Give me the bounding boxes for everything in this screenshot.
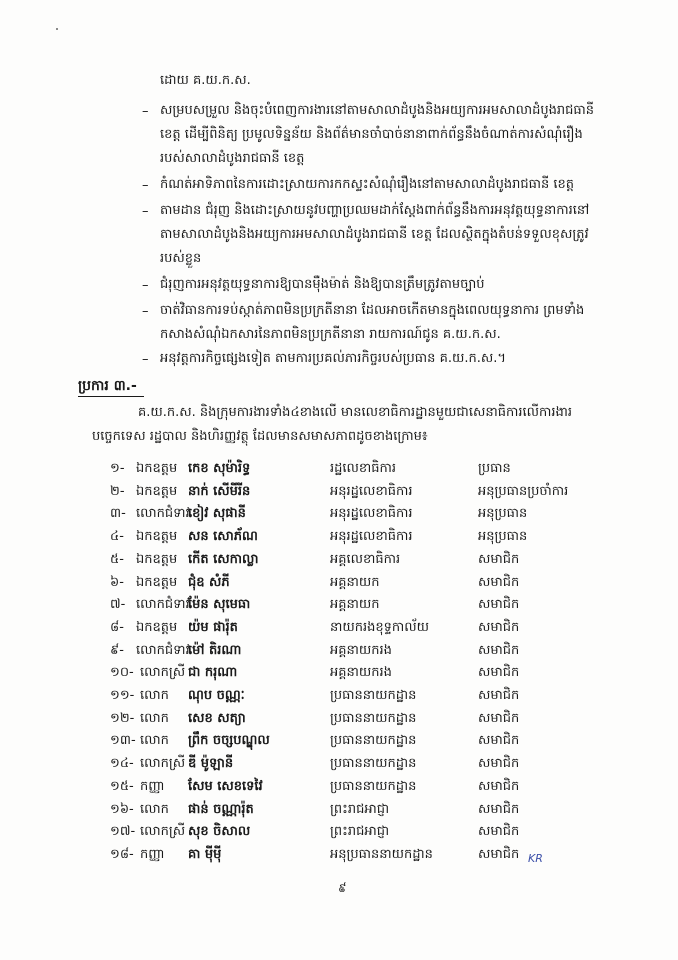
paragraph-line: កសាងសំណុំឯកសារនៃភាពមិនប្រក្រតីនានា រាយការណ៍ជូន គ.យ.ក.ស. xyxy=(160,327,501,342)
member-role: ប្រធាន xyxy=(478,461,511,476)
member-title: ឯកឧត្តម xyxy=(136,529,178,545)
member-row xyxy=(0,481,678,503)
member-name: នាក់ សើមីរីន xyxy=(188,483,251,499)
page-number: ៩ xyxy=(338,881,347,895)
member-title: ឯកឧត្តម xyxy=(136,574,178,590)
member-role: អនុប្រធាន xyxy=(478,529,528,545)
article-body-line: បច្ចេកទេស រដ្ឋបាល និងហិរញ្ញវត្ថុ ដែលមានសមាសភាពដូចខាងក្រោម៖ xyxy=(92,429,428,444)
member-position: អគ្គនាយករង xyxy=(330,665,392,681)
member-name: ម៉ែន សុមេធា xyxy=(188,597,251,613)
heading-underline xyxy=(78,396,144,397)
member-row xyxy=(0,549,678,571)
member-role: សមាជិក xyxy=(478,688,520,703)
member-position: អគ្គលេខាធិការ xyxy=(330,551,401,567)
member-position: អគ្គនាយក xyxy=(330,597,380,613)
member-number: ១០- xyxy=(110,665,134,681)
member-role: សមាជិក xyxy=(478,756,520,772)
member-title: លោកស្រី xyxy=(140,824,186,840)
member-position: អគ្គនាយក xyxy=(330,574,380,590)
member-position: នាយករងខុទ្ទកាល័យ xyxy=(330,619,430,635)
member-row xyxy=(0,753,678,775)
member-name: ម៉ៅ តិរណា xyxy=(188,642,242,658)
member-row xyxy=(0,458,678,480)
member-role: សមាជិក xyxy=(478,665,520,681)
member-title: ឯកឧត្តម xyxy=(136,461,178,476)
member-title: កញ្ញា xyxy=(140,846,165,862)
member-position: អនុប្រធាននាយកដ្ឋាន xyxy=(330,846,433,862)
member-number: ៦- xyxy=(110,574,124,590)
member-title: លោក xyxy=(140,688,169,703)
member-name: សន សោភ័ណ xyxy=(188,529,258,545)
bullet-dash: – xyxy=(142,204,149,219)
member-role: សមាជិក xyxy=(478,597,520,613)
member-title: ឯកឧត្តម xyxy=(136,551,178,567)
member-title: លោកស្រី xyxy=(140,756,186,772)
paragraph-line: ខេត្ត ដើម្បីពិនិត្យ ប្រមូលទិន្នន័យ និងព័ត៌មានចាំបាច់នានាពាក់ព័ន្ធនឹងចំណាត់ការសំណុំរឿង xyxy=(160,127,583,142)
member-role: សមាជិក xyxy=(478,846,520,862)
member-number: ៩- xyxy=(110,642,124,658)
bullet-dash: – xyxy=(142,104,149,119)
bullet-dash: – xyxy=(142,352,149,367)
paragraph-line: របស់សាលាដំបូងរាជធានី ខេត្ត xyxy=(160,151,305,166)
member-position: ប្រធាននាយកដ្ឋាន xyxy=(330,733,417,749)
member-name: យ៉ម ផារ៉ុត xyxy=(188,619,238,635)
member-row xyxy=(0,685,678,707)
paragraph-line: តាមសាលាដំបូងនិងអយ្យការអមសាលាដំបូងរាជធានី ខេត្ត ដែលស្ថិតក្នុងតំបន់ទទួលខុសត្រូវ xyxy=(160,227,589,242)
member-row xyxy=(0,640,678,662)
member-name: ព្រឹក ចច្សបណ្ឌុល xyxy=(188,733,270,749)
member-name: ផាន់ ចណ្ណារ៉ុត xyxy=(188,801,254,817)
member-name: កេខ សុម៉ារិទ្ធ xyxy=(188,461,251,476)
member-row xyxy=(0,821,678,843)
member-name: ជុំឧ សំភី xyxy=(188,574,230,590)
member-number: ១២- xyxy=(110,710,135,726)
member-role: អនុប្រធានប្រចាំការ xyxy=(478,483,569,499)
member-number: ១១- xyxy=(110,688,135,703)
member-row xyxy=(0,662,678,684)
member-name: គា ម៉ីម៉ី xyxy=(188,846,222,862)
member-name: ឌី ម៉ូឡានី xyxy=(188,756,234,772)
member-position: ប្រធាននាយកដ្ឋាន xyxy=(330,710,417,726)
member-title: លោក xyxy=(140,710,169,726)
member-row xyxy=(0,594,678,616)
article-body-line: គ.យ.ក.ស. និងក្រុមការងារទាំង៤ខាងលើ មានលេខាធិការដ្ឋានមួយជាសេនាធិការលើការងារ xyxy=(138,405,572,420)
member-title: កញ្ញា xyxy=(140,778,165,794)
member-row xyxy=(0,526,678,548)
member-position: ព្រះរាជអាជ្ញា xyxy=(330,801,390,817)
paragraph-line: ដោយ គ.យ.ក.ស. xyxy=(160,73,251,88)
member-role: សមាជិក xyxy=(478,619,520,635)
member-role: សមាជិក xyxy=(478,824,520,840)
handwritten-initials: KR xyxy=(528,852,543,865)
member-row xyxy=(0,799,678,821)
member-role: សមាជិក xyxy=(478,733,520,749)
member-role: សមាជិក xyxy=(478,710,520,726)
member-row xyxy=(0,708,678,730)
paragraph-line: ជំរុញការអនុវត្តយុទ្ធនាការឱ្យបានម៉ឺងម៉ាត់ និងឱ្យបានត្រឹមត្រូវតាមច្បាប់ xyxy=(160,277,485,292)
member-number: ១- xyxy=(110,461,125,476)
member-number: ១៦- xyxy=(110,801,134,817)
member-number: ៣- xyxy=(110,506,126,522)
member-name: ខៀវ សុផានី xyxy=(188,506,246,522)
member-position: ប្រធាននាយកដ្ឋាន xyxy=(330,756,417,772)
member-name: សុខ ចិសាល xyxy=(188,824,251,840)
member-number: ១៣- xyxy=(110,733,136,749)
bullet-dash: – xyxy=(142,304,149,319)
member-role: សមាជិក xyxy=(478,778,520,794)
member-number: ៥- xyxy=(110,551,124,567)
paragraph-line: សម្របសម្រួល និងចុះបំពេញការងារនៅតាមសាលាដំបូងនិងអយ្យការអមសាលាដំបូងរាជធានី xyxy=(160,103,595,118)
member-number: ៤- xyxy=(110,529,124,545)
member-name: សេខ សត្យា xyxy=(188,710,246,726)
member-number: ១៨- xyxy=(110,846,134,862)
member-title: ឯកឧត្តម xyxy=(136,619,178,635)
member-title: លោកជំទាវ xyxy=(136,597,190,613)
member-role: សមាជិក xyxy=(478,551,520,567)
paragraph-line: តាមដាន ជំរុញ និងដោះស្រាយនូវបញ្ហាប្រឈមដាក់ស្តែងពាក់ព័ន្ធនឹងការអនុវត្តយុទ្ធនាការនៅ xyxy=(160,203,590,218)
member-role: សមាជិក xyxy=(478,574,520,590)
member-row xyxy=(0,776,678,798)
member-role: អនុប្រធាន xyxy=(478,506,528,522)
member-title: លោកជំទាវ xyxy=(136,642,190,658)
member-position: ប្រធាននាយកដ្ឋាន xyxy=(330,778,417,794)
member-title: លោកជំទាវ xyxy=(136,506,190,522)
member-number: ៨- xyxy=(110,619,124,635)
member-name: ណុប ចណ្ណៈ xyxy=(188,688,245,703)
member-title: លោកស្រី xyxy=(140,665,186,681)
member-name: ជា ករុណា xyxy=(188,665,238,681)
member-role: សមាជិក xyxy=(478,642,520,658)
member-row xyxy=(0,503,678,525)
member-row xyxy=(0,572,678,594)
member-title: ឯកឧត្តម xyxy=(136,483,178,499)
article-heading: ប្រការ ៣.- xyxy=(78,378,137,394)
member-row xyxy=(0,617,678,639)
member-position: រដ្ឋលេខាធិការ xyxy=(330,461,397,476)
paragraph-line: ចាត់វិធានការទប់ស្កាត់ភាពមិនប្រក្រតីនានា ដែលអាចកើតមានក្នុងពេលយុទ្ធនាការ ព្រមទាំង xyxy=(160,303,585,318)
member-number: ១៤- xyxy=(110,756,134,772)
member-row xyxy=(0,730,678,752)
member-position: អនុរដ្ឋលេខាធិការ xyxy=(330,483,413,499)
member-position: ព្រះរាជអាជ្ញា xyxy=(330,824,390,840)
member-number: ១៥- xyxy=(110,778,134,794)
member-position: អនុរដ្ឋលេខាធិការ xyxy=(330,529,413,545)
member-number: ៧- xyxy=(110,597,126,613)
member-title: លោក xyxy=(140,733,169,749)
member-name: កើត សេកាល្លា xyxy=(188,551,259,567)
paragraph-line: របស់ខ្លួន xyxy=(160,251,202,266)
member-row xyxy=(0,844,678,866)
member-number: ២- xyxy=(110,483,125,499)
scan-speck xyxy=(56,28,58,30)
paragraph-line: អនុវត្តការកិច្ចផ្សេងទៀត តាមការប្រគល់ភារកិច្ចរបស់ប្រធាន គ.យ.ក.ស.។ xyxy=(160,351,506,366)
member-position: ប្រធាននាយកដ្ឋាន xyxy=(330,688,417,703)
bullet-dash: – xyxy=(142,278,149,293)
member-name: សែម សេខទេវៃ xyxy=(188,778,263,794)
member-number: ១៧- xyxy=(110,824,136,840)
member-title: លោក xyxy=(140,801,169,817)
member-role: សមាជិក xyxy=(478,801,520,817)
member-position: អគ្គនាយករង xyxy=(330,642,392,658)
member-position: អនុរដ្ឋលេខាធិការ xyxy=(330,506,413,522)
paragraph-line: កំណត់អាទិភាពនៃការដោះស្រាយការកកស្ទះសំណុំរឿងនៅតាមសាលាដំបូងរាជធានី ខេត្ត xyxy=(160,177,575,192)
bullet-dash: – xyxy=(142,178,149,193)
